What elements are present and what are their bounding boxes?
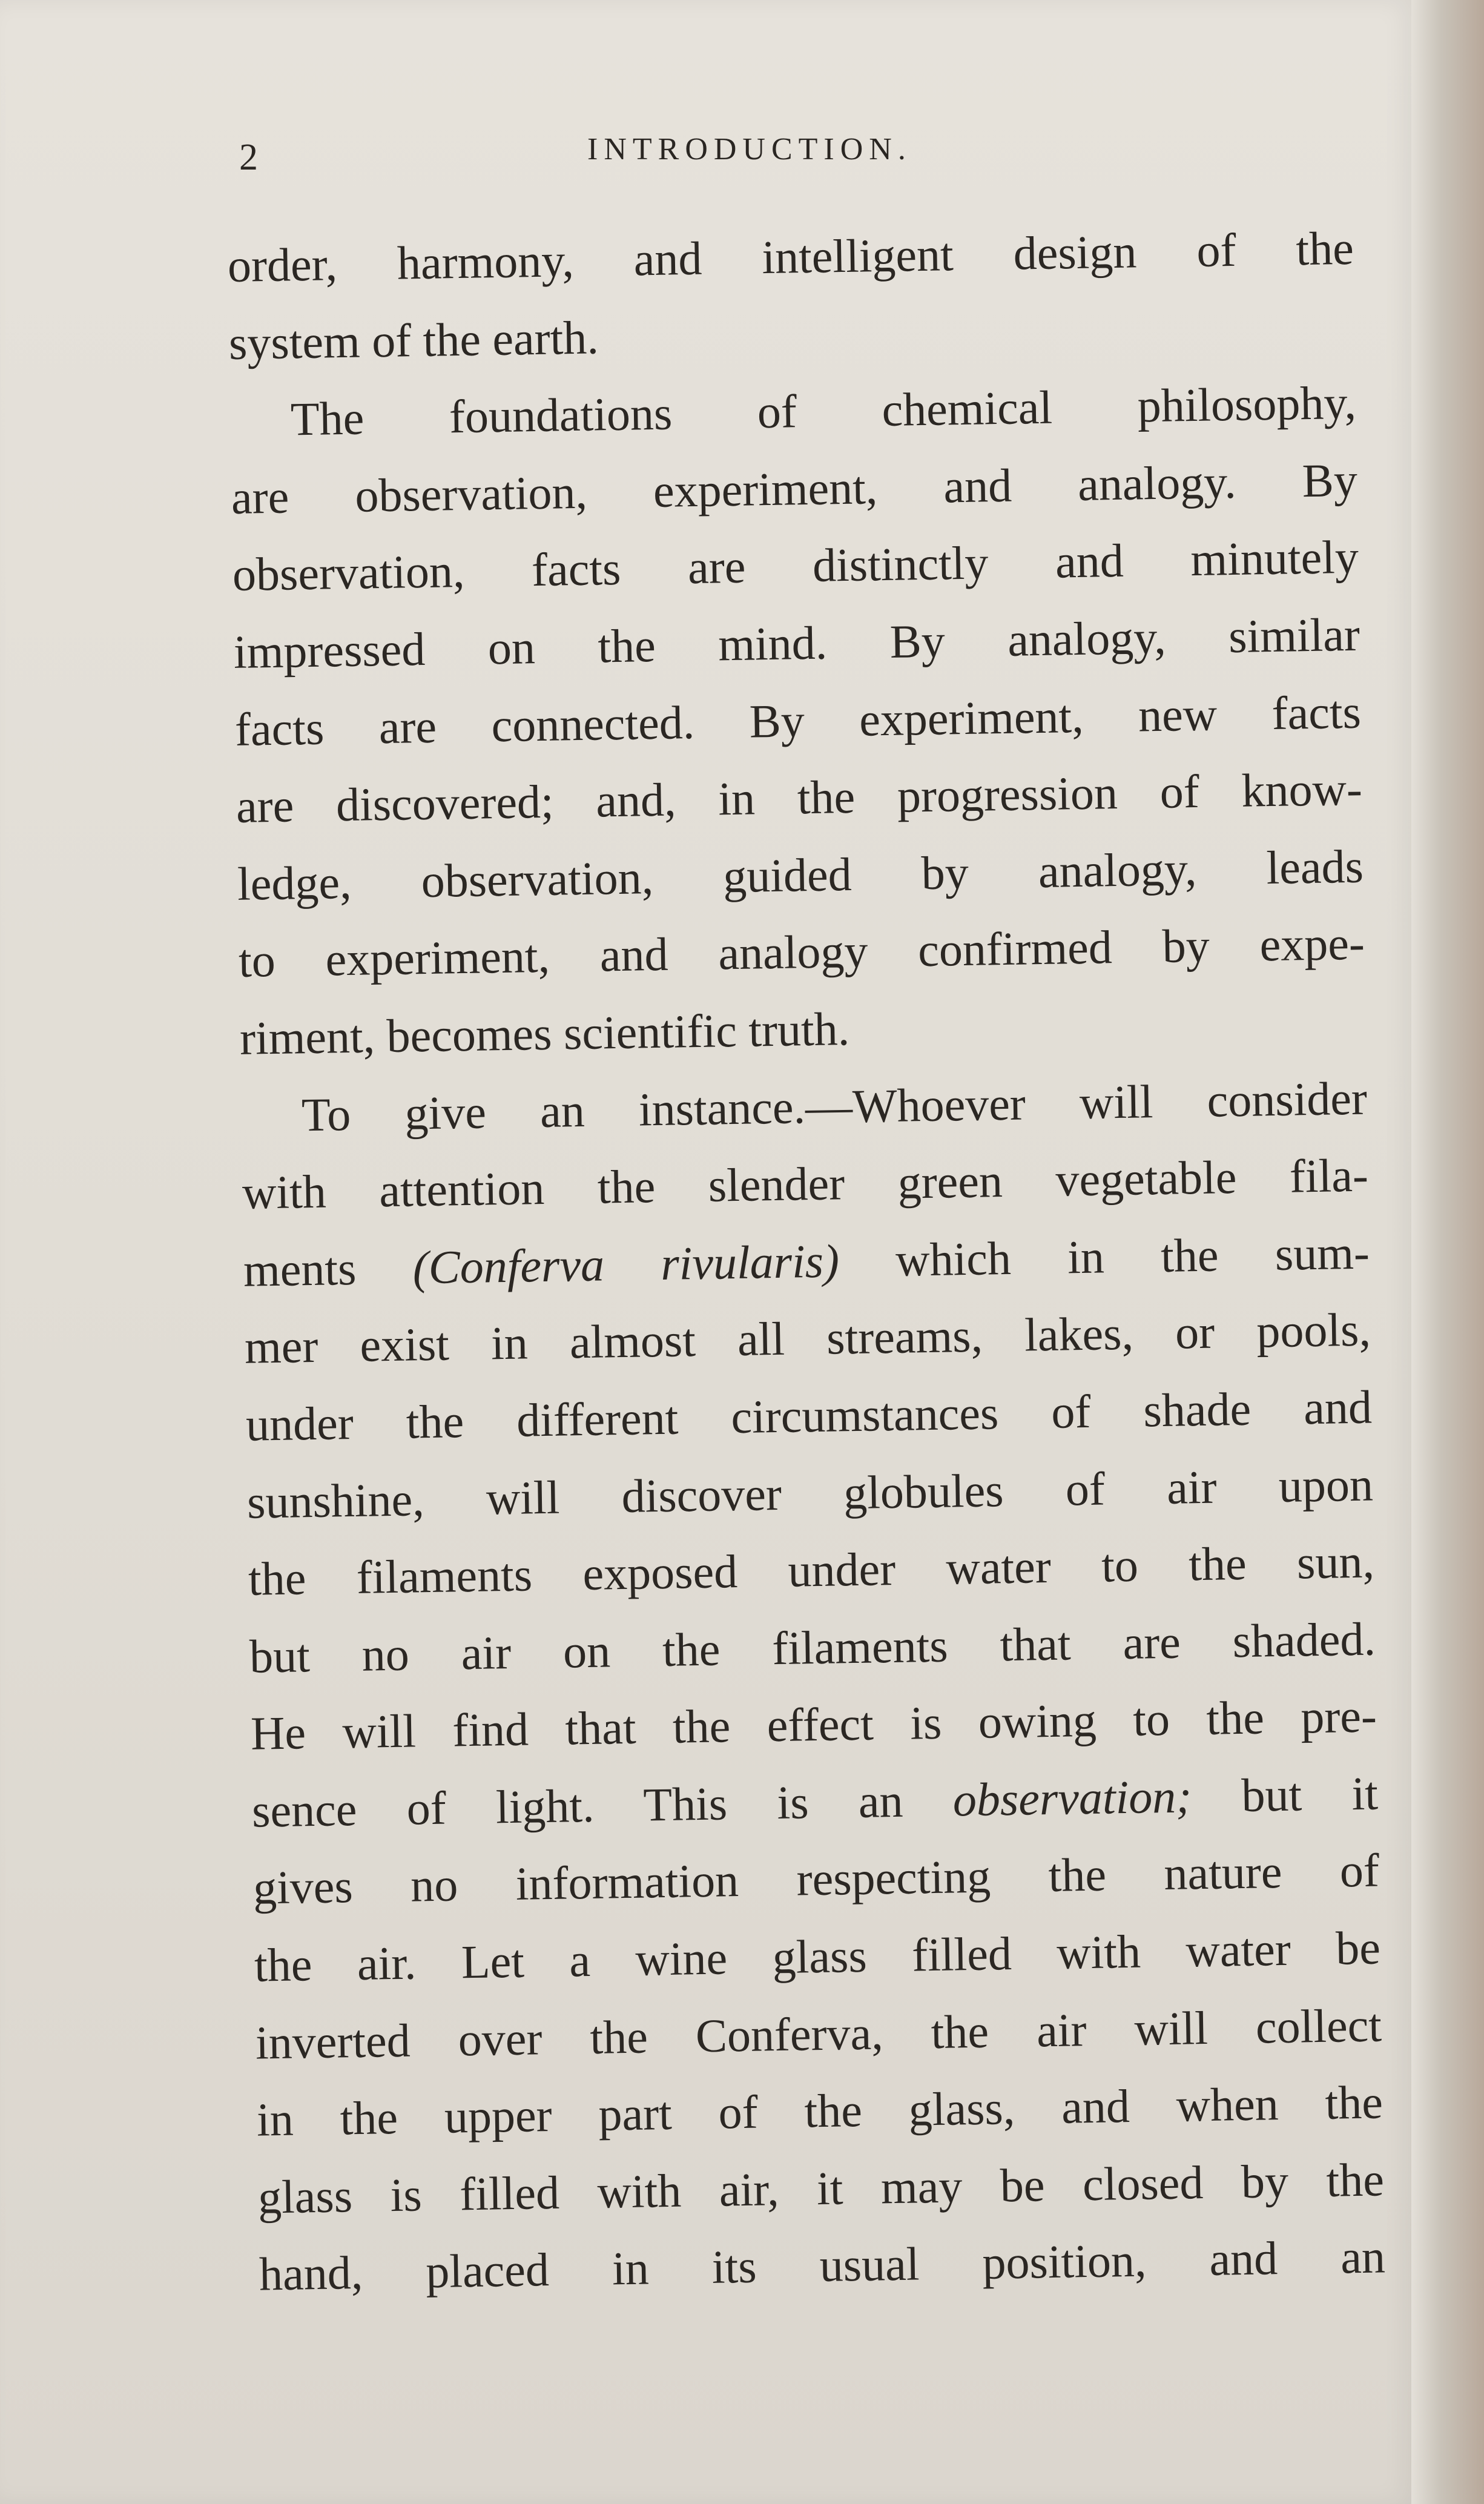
text-line: ledge, observation, guided by analogy, leads [237, 839, 1364, 910]
text-line: order, harmony, and intelligent design of the [227, 221, 1354, 292]
text-line: in the upper part of the glass, and when the [256, 2075, 1383, 2146]
text-line: observation, facts are distinctly and minutely [232, 530, 1359, 601]
running-title: INTRODUCTION. [587, 132, 912, 167]
text-line: He will find that the effect is owing to the pre- [250, 1689, 1377, 1760]
text-line: the filaments exposed under water to the sun, [248, 1534, 1375, 1605]
text-fragment: ments [243, 1241, 357, 1297]
text-line: to experiment, and analogy confirmed by expe- [238, 916, 1365, 988]
page-number: 2 [239, 137, 258, 178]
text-fragment: which in the sum- [895, 1226, 1370, 1286]
text-line: mer exist in almost all streams, lakes, or pools, [244, 1303, 1371, 1374]
text-line: hand, placed in its usual position, and an [259, 2230, 1386, 2301]
text-line: sunshine, will discover globules of air upon [246, 1458, 1374, 1528]
text-line: glass is filled with air, it may be closed by the [257, 2153, 1385, 2224]
text-line: gives no information respecting the nature of [252, 1843, 1380, 1915]
text-line: facts are connected. By experiment, new facts [234, 685, 1362, 756]
text-fragment: sence of light. This is an [251, 1774, 904, 1837]
text-line: the air. Let a wine glass filled with water be [254, 1921, 1381, 1992]
text-fragment: but it [1241, 1766, 1379, 1822]
page-header [239, 124, 1329, 179]
text-line: with attention the slender green vegetable fila- [242, 1148, 1369, 1219]
page-edge [1411, 0, 1484, 2504]
text-line: but no air on the filaments that are shaded. [249, 1612, 1376, 1683]
text-line: impressed on the mind. By analogy, similar [233, 607, 1360, 678]
text-line: The foundations of chemical philosophy, [290, 375, 1357, 446]
italic-species-name: (Conferva rivularis) [412, 1234, 840, 1294]
body-text [227, 210, 1386, 2313]
text-line: riment, becomes scientific truth. [239, 1002, 850, 1065]
text-line: To give an instance.—Whoever will consider [301, 1071, 1368, 1141]
text-line: system of the earth. [228, 310, 599, 369]
text-line: under the different circumstances of shade and [245, 1380, 1373, 1451]
italic-observation: observation; [952, 1769, 1192, 1826]
text-line: are observation, experiment, and analogy. By [231, 453, 1358, 524]
text-line: are discovered; and, in the progression of know- [236, 762, 1363, 833]
text-line: inverted over the Conferva, the air will collect [255, 1998, 1382, 2069]
